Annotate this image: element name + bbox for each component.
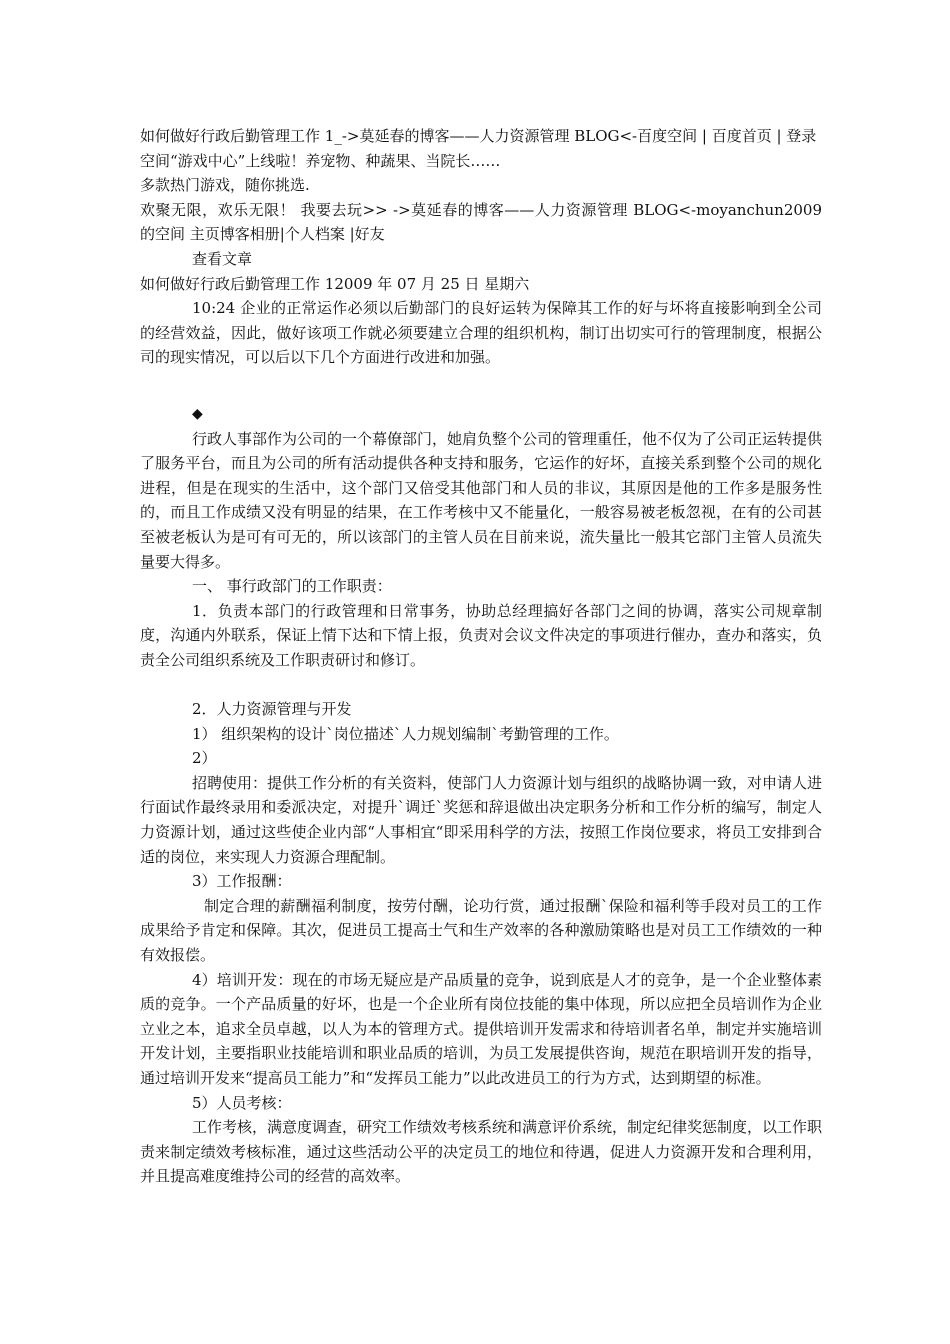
blog-nav-line: 欢聚无限，欢乐无限！ 我要去玩>> ->莫延春的博客——人力资源管理 BLOG<-moyanchun2009 的空间 主页博客相册|个人档案 |好友 (140, 200, 822, 244)
document-page (140, 124, 822, 1189)
game-promo-line: 多款热门游戏，随你挑选. (140, 176, 310, 195)
duty-item-1: 1．负责本部门的行政管理和日常事务，协助总经理搞好各部门之间的协调，落实公司规章制度，沟通内外联系，保证上情下达和下情上报，负责对会议文件决定的事项进行催办，查办和落实，负责全公司组织系统及工作职责研讨和修订。 (140, 601, 822, 669)
duty-item-2-heading: 2．人力资源管理与开发 (192, 700, 352, 719)
header-breadcrumb-line: 如何做好行政后勤管理工作 1_->莫延春的博客——人力资源管理 BLOG<-百度空间 | 百度首页 | 登录 空间“游戏中心”上线啦！养宠物、种蔬果、当院长…… (140, 127, 817, 170)
sub-item-3-compensation: 制定合理的薪酬福利制度，按劳付酬，论功行赏，通过报酬`保险和福利等手段对员工的工作成果给予肯定和保障。其次，促进员工提高士气和生产效率的各种激励策略也是对员工工作绩效的一种有效报偿。 (140, 896, 822, 964)
sub-item-1: 1） 组织架构的设计`岗位描述`人力规划编制`考勤管理的工作。 (192, 724, 619, 743)
section-heading-duties: 一、 事行政部门的工作职责： (192, 577, 392, 596)
sub-item-2-label: 2） (192, 749, 217, 768)
sub-item-4-training: 4）培训开发：现在的市场无疑应是产品质量的竞争，说到底是人才的竞争，是一个企业整体素质的竞争。一个产品质量的好坏，也是一个企业所有岗位技能的集中体现，所以应把全员培训作为企业立业之本，追求全员卓越，以人为本的管理方式。提供培训开发需求和待培训者名单，制定并实施培训开发计划，主要指职业技能培训和职业品质的培训，为员工发展提供咨询，规范在职培训开发的指导，通过培训开发来“提高员工能力”和“发挥员工能力”以此改进员工的行为方式，达到期望的标准。 (140, 970, 822, 1087)
sub-item-5-label: 5）人员考核： (192, 1093, 292, 1112)
sub-item-5-assessment: 工作考核，满意度调查，研究工作绩效考核系统和满意评价系统，制定纪律奖惩制度，以工作职责来制定绩效考核标准，通过这些活动公平的决定员工的地位和待遇，促进人力资源开发和合理利用，并且提高难度维持公司的经营的高效率。 (140, 1118, 823, 1186)
diamond-bullet-icon: ◆ (192, 405, 203, 422)
sub-item-2-recruitment: 招聘使用：提供工作分析的有关资料，使部门人力资源计划与组织的战略协调一致，对申请人进行面试作最终录用和委派决定，对提升`调迁`奖惩和辞退做出决定职务分析和工作分析的编写，制定人力资源计划，通过这些使企业内部“人事相宜“即采用科学的方法，按照工作岗位要求，将员工安排到合适的岗位，来实现人力资源合理配制。 (140, 773, 823, 866)
view-article-label: 查看文章 (192, 249, 253, 268)
paragraph-department-role: 行政人事部作为公司的一个幕僚部门，她肩负整个公司的管理重任，他不仅为了公司正运转提供了服务平台，而且为公司的所有活动提供各种支持和服务，它运作的好坏，直接关系到整个公司的规化进程，但是在现实的生活中，这个部门又倍受其他部门和人员的非议，其原因是他的工作多是服务性的，而且工作成绩又没有明显的结果，在工作考核中又不能量化，一般容易被老板忽视，在有的公司甚至被老板认为是可有可无的，所以该部门的主管人员在目前来说，流失量比一般其它部门主管人员流失量要大得多。 (140, 429, 823, 571)
intro-paragraph: 10:24 企业的正常运作必须以后勤部门的良好运转为保障其工作的好与坏将直接影响到全公司的经营效益，因此，做好该项工作就必须要建立合理的组织机构，制订出切实可行的管理制度，根据公司的现实情况，可以后以下几个方面进行改进和加强。 (140, 299, 822, 367)
article-title: 如何做好行政后勤管理工作 12009 年 07 月 25 日 星期六 (140, 274, 530, 293)
sub-item-3-label: 3）工作报酬： (192, 872, 292, 891)
